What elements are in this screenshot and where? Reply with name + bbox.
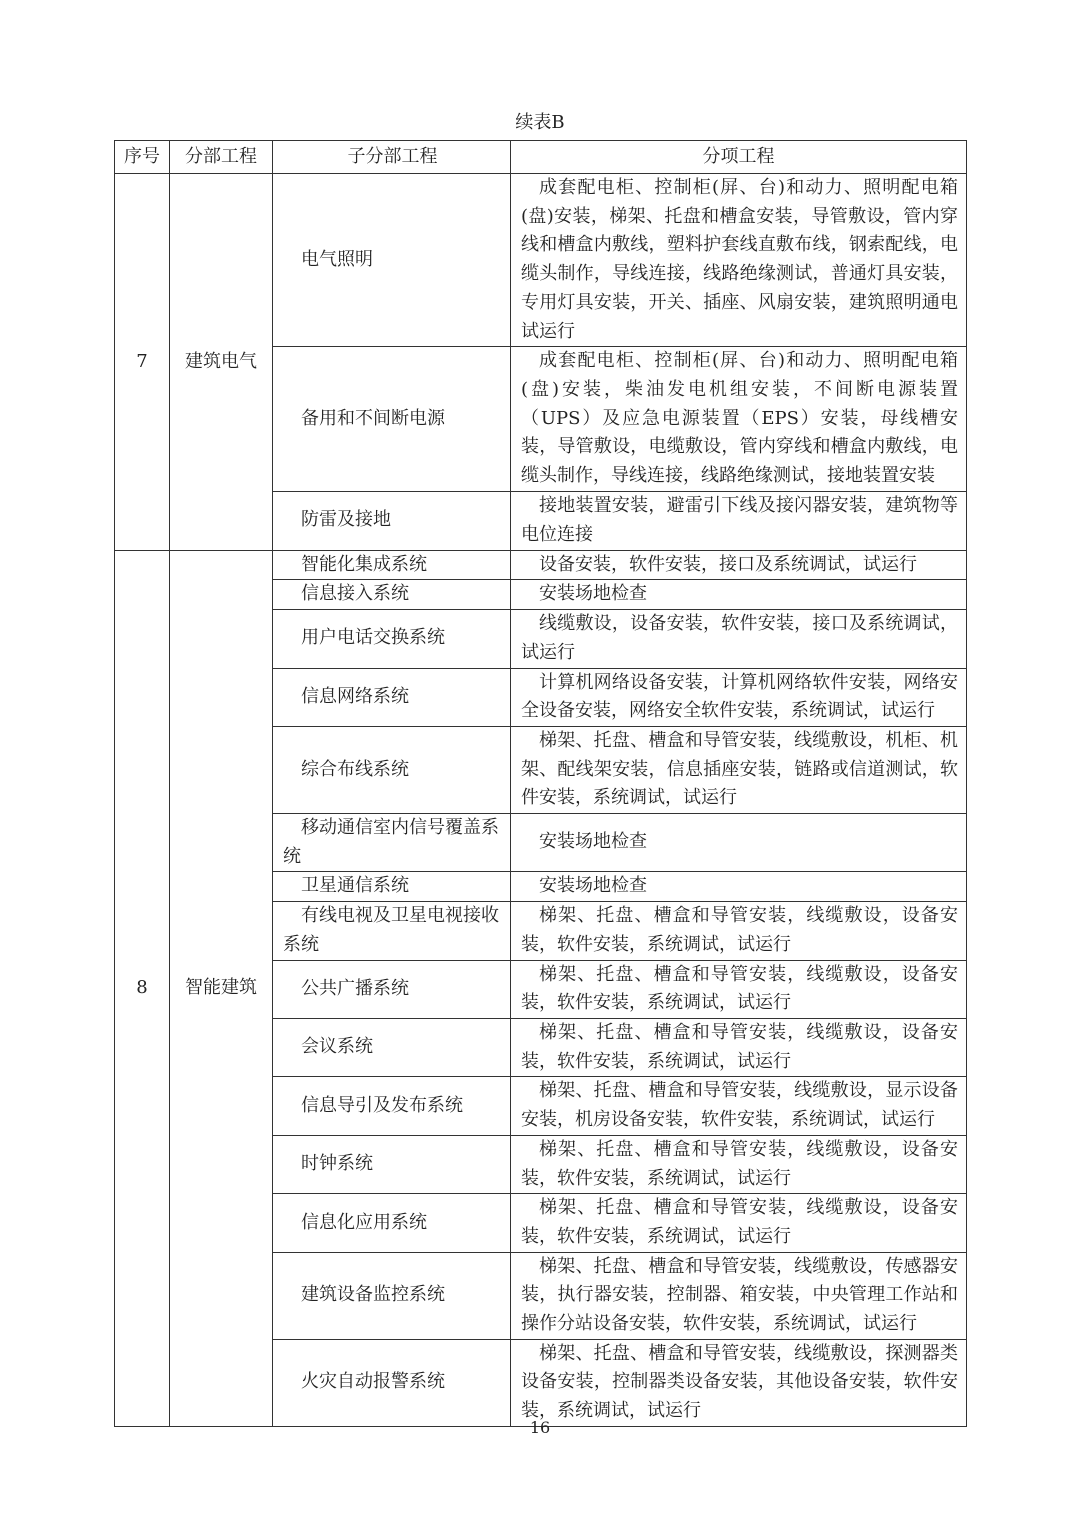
subdivision-cell: 防雷及接地: [273, 491, 511, 550]
subdivision-cell: 用户电话交换系统: [273, 610, 511, 668]
subdivision-cell: 电气照明: [273, 174, 511, 347]
items-cell: 安装场地检查: [511, 872, 967, 902]
subdivision-cell: 信息化应用系统: [273, 1194, 511, 1252]
table-caption: 续表B: [515, 112, 565, 133]
items-cell: 成套配电柜、控制柜(屏、台)和动力、照明配电箱(盘)安装，梯架、托盘和槽盒安装，导管敷设，管内穿线和槽盒内敷线，塑料护套线直敷布线，钢索配线，电缆头制作，导线连接，线路绝缘测试，普通灯具安装，专用灯具安装，开关、插座、风扇安装，建筑照明通电试运行: [511, 174, 967, 347]
items-cell: 梯架、托盘、槽盒和导管安装，线缆敷设，显示设备安装，机房设备安装，软件安装，系统调试，试运行: [511, 1077, 967, 1135]
header-items: 分项工程: [511, 141, 967, 174]
items-cell: 成套配电柜、控制柜(屏、台)和动力、照明配电箱(盘)安装，柴油发电机组安装，不间断电源装置（UPS）及应急电源装置（EPS）安装，母线槽安装，导管敷设，电缆敷设，管内穿线和槽盒内敷线，电缆头制作，导线连接，线路绝缘测试，接地装置安装: [511, 347, 967, 492]
items-cell: 梯架、托盘、槽盒和导管安装，线缆敷设，机柜、机架、配线架安装，信息插座安装，链路或信道测试，软件安装，系统调试，试运行: [511, 726, 967, 813]
project-division-table: [114, 140, 967, 1427]
items-cell: 接地装置安装，避雷引下线及接闪器安装，建筑物等电位连接: [511, 491, 967, 550]
items-cell: 梯架、托盘、槽盒和导管安装，线缆敷设，设备安装，软件安装，系统调试，试运行: [511, 1135, 967, 1193]
subdivision-cell: 信息网络系统: [273, 668, 511, 726]
subdivision-cell: 移动通信室内信号覆盖系统: [273, 814, 511, 872]
items-cell: 梯架、托盘、槽盒和导管安装，线缆敷设，设备安装，软件安装，系统调试，试运行: [511, 1018, 967, 1076]
subdivision-cell: 有线电视及卫星电视接收系统: [273, 902, 511, 960]
items-cell: 计算机网络设备安装，计算机网络软件安装，网络安全设备安装，网络安全软件安装，系统调试，试运行: [511, 668, 967, 726]
subdivision-cell: 信息接入系统: [273, 580, 511, 610]
items-cell: 安装场地检查: [511, 580, 967, 610]
items-cell: 梯架、托盘、槽盒和导管安装，线缆敷设，设备安装，软件安装，系统调试，试运行: [511, 902, 967, 960]
subdivision-cell: 时钟系统: [273, 1135, 511, 1193]
items-cell: 线缆敷设，设备安装，软件安装，接口及系统调试，试运行: [511, 610, 967, 668]
items-cell: 梯架、托盘、槽盒和导管安装，线缆敷设，探测器类设备安装，控制器类设备安装，其他设备安装，软件安装，系统调试，试运行: [511, 1339, 967, 1426]
items-cell: 安装场地检查: [511, 814, 967, 872]
subdivision-cell: 建筑设备监控系统: [273, 1252, 511, 1339]
serial-number-cell: 7: [115, 174, 170, 551]
subdivision-cell: 信息导引及发布系统: [273, 1077, 511, 1135]
division-cell: 智能建筑: [170, 550, 273, 1426]
items-cell: 设备安装，软件安装，接口及系统调试，试运行: [511, 550, 967, 580]
subdivision-cell: 智能化集成系统: [273, 550, 511, 580]
division-cell: 建筑电气: [170, 174, 273, 551]
subdivision-cell: 综合布线系统: [273, 726, 511, 813]
serial-number-cell: 8: [115, 550, 170, 1426]
page-number: 16: [529, 1418, 551, 1437]
table-row: [115, 174, 967, 347]
subdivision-cell: 备用和不间断电源: [273, 347, 511, 492]
table-row: [115, 550, 967, 580]
header-division: 分部工程: [170, 141, 273, 174]
subdivision-cell: 会议系统: [273, 1018, 511, 1076]
subdivision-cell: 卫星通信系统: [273, 872, 511, 902]
subdivision-cell: 火灾自动报警系统: [273, 1339, 511, 1426]
subdivision-cell: 公共广播系统: [273, 960, 511, 1018]
items-cell: 梯架、托盘、槽盒和导管安装，线缆敷设，设备安装，软件安装，系统调试，试运行: [511, 960, 967, 1018]
table-header-row: [115, 141, 967, 174]
header-serial: 序号: [115, 141, 170, 174]
items-cell: 梯架、托盘、槽盒和导管安装，线缆敷设，传感器安装，执行器安装，控制器、箱安装，中央管理工作站和操作分站设备安装，软件安装，系统调试，试运行: [511, 1252, 967, 1339]
header-subdivision: 子分部工程: [273, 141, 511, 174]
items-cell: 梯架、托盘、槽盒和导管安装，线缆敷设，设备安装，软件安装，系统调试，试运行: [511, 1194, 967, 1252]
